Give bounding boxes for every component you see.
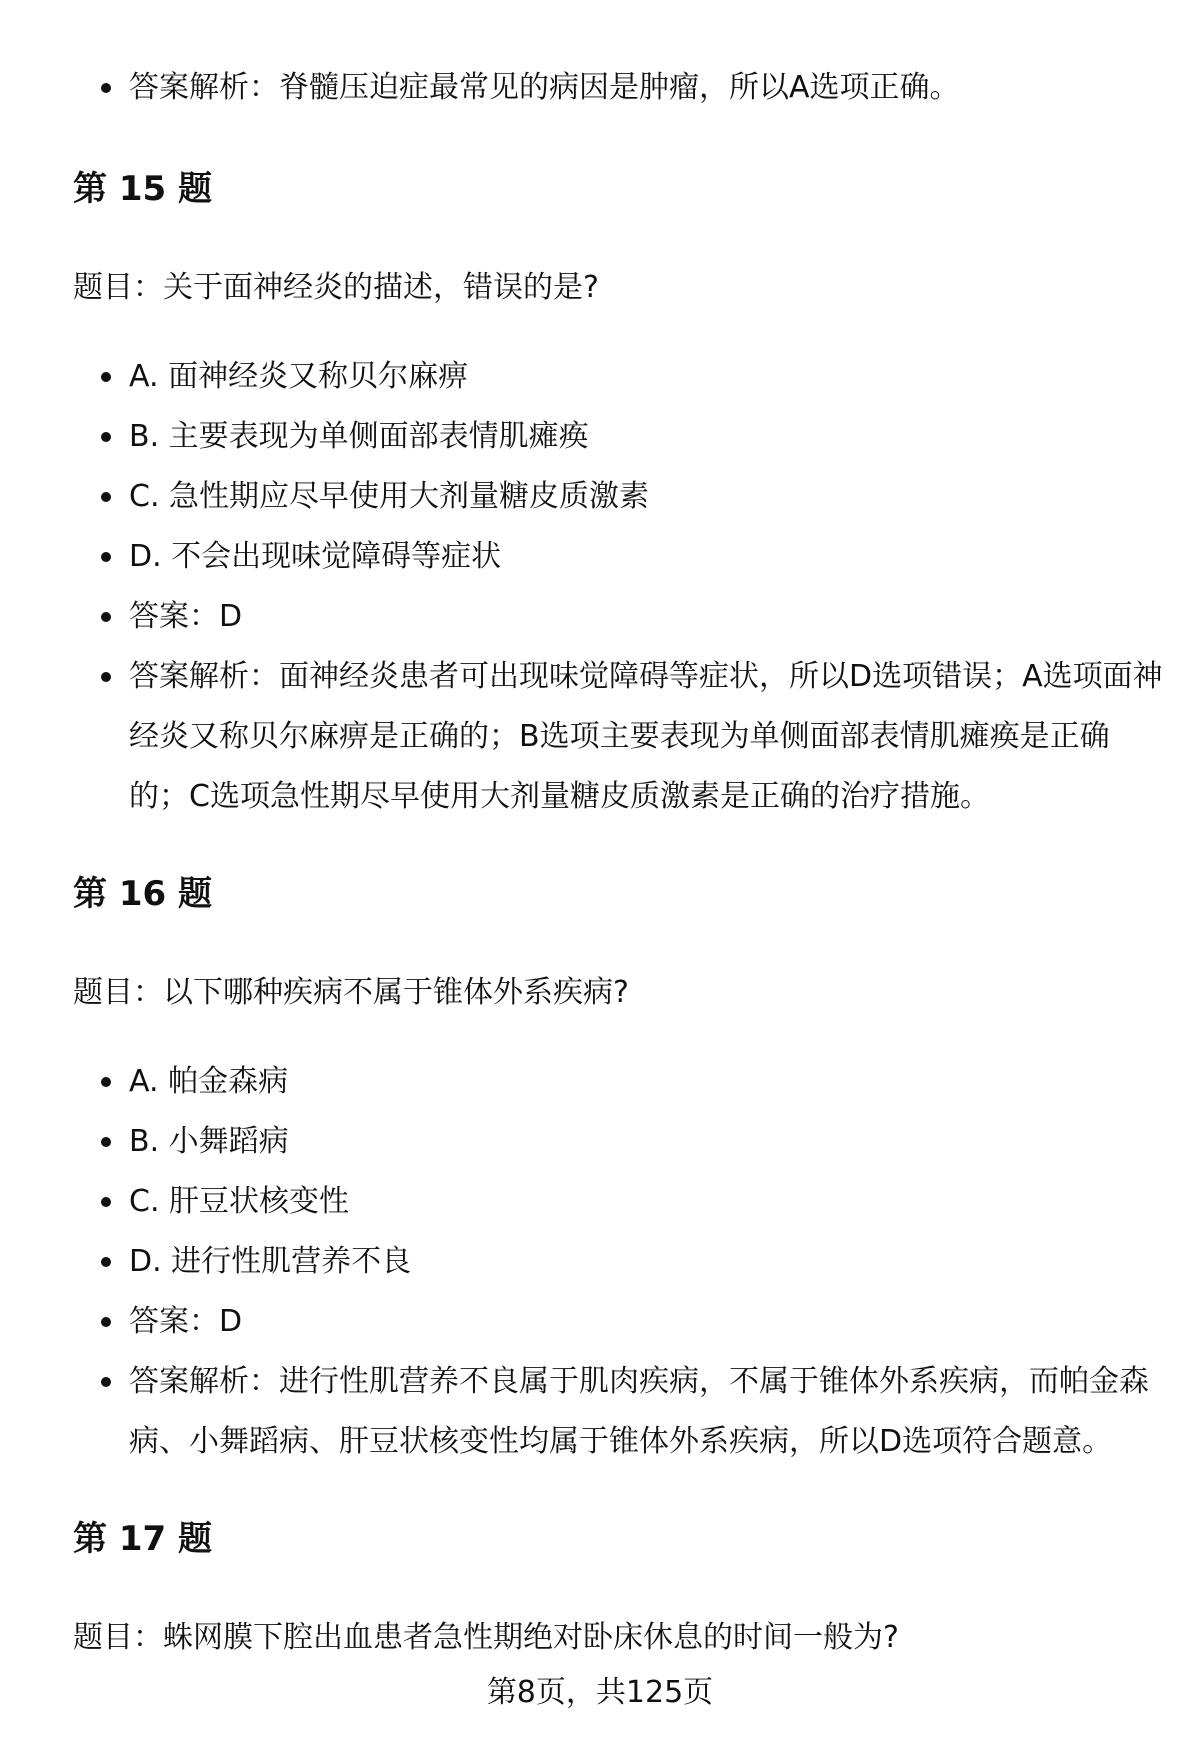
question-16-options (73, 1052, 1163, 1472)
question-15-option-d: D. 不会出现味觉障碍等症状 (73, 527, 1163, 587)
question-17-stem: 题目：蛛网膜下腔出血患者急性期绝对卧床休息的时间一般为? (73, 1620, 899, 1655)
question-15-answer: 答案：D (73, 587, 1163, 647)
question-15-explanation (73, 647, 1163, 827)
question-15-option-b: B. 主要表现为单侧面部表情肌瘫痪 (73, 407, 1163, 467)
question-15-explanation-line-2: 经炎又称贝尔麻痹是正确的；B选项主要表现为单侧面部表情肌瘫痪是正确 (129, 719, 1110, 754)
prev-question-explanation: 答案解析：脊髓压迫症最常见的病因是肿瘤，所以A选项正确。 (73, 58, 1163, 118)
question-15-option-c: C. 急性期应尽早使用大剂量糖皮质激素 (73, 467, 1163, 527)
question-15-explanation-line-3: 的；C选项急性期尽早使用大剂量糖皮质激素是正确的治疗措施。 (129, 779, 990, 814)
question-15-options (73, 347, 1163, 827)
question-15-option-a: A. 面神经炎又称贝尔麻痹 (73, 347, 1163, 407)
question-17-heading: 第 17 题 (73, 1519, 212, 1559)
prev-question-explanation-list (73, 58, 1163, 118)
question-15-stem: 题目：关于面神经炎的描述，错误的是? (73, 270, 599, 305)
question-16-option-c: C. 肝豆状核变性 (73, 1172, 1163, 1232)
question-16-option-a: A. 帕金森病 (73, 1052, 1163, 1112)
question-15-explanation-line-1: 答案解析：面神经炎患者可出现味觉障碍等症状，所以D选项错误；A选项面神 (129, 659, 1163, 694)
question-16-option-d: D. 进行性肌营养不良 (73, 1232, 1163, 1292)
question-16-explanation (73, 1352, 1163, 1472)
question-16-stem: 题目：以下哪种疾病不属于锥体外系疾病? (73, 975, 629, 1010)
question-16-option-b: B. 小舞蹈病 (73, 1112, 1163, 1172)
question-15-heading: 第 15 题 (73, 169, 212, 209)
question-16-explanation-line-2: 病、小舞蹈病、肝豆状核变性均属于锥体外系疾病，所以D选项符合题意。 (129, 1424, 1113, 1459)
page-footer: 第8页，共125页 (486, 1675, 714, 1710)
question-16-answer: 答案：D (73, 1292, 1163, 1352)
question-16-explanation-line-1: 答案解析：进行性肌营养不良属于肌肉疾病，不属于锥体外系疾病，而帕金森 (129, 1364, 1149, 1399)
question-16-heading: 第 16 题 (73, 874, 212, 914)
